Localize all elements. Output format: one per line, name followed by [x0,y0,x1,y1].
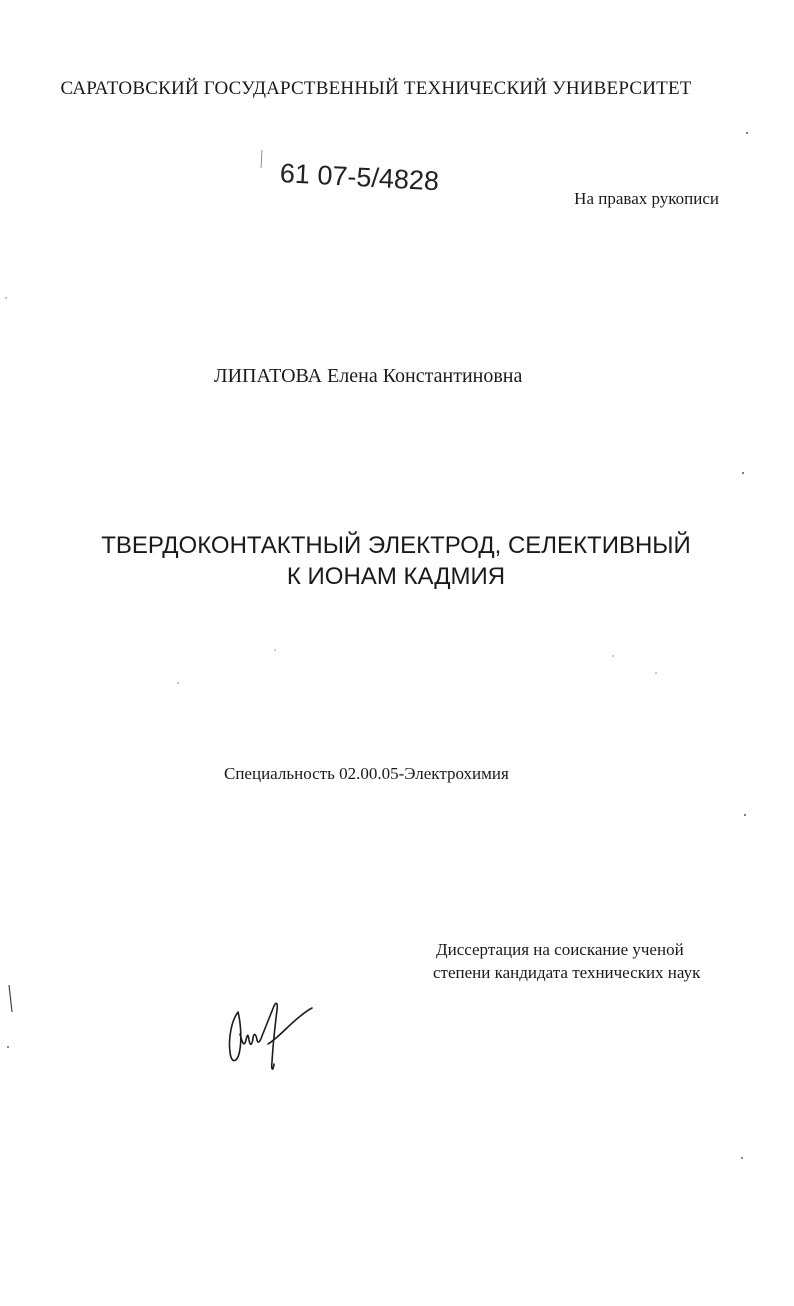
catalog-number: 61 07-5/4828 [279,158,440,197]
handwritten-signature [222,982,322,1077]
title-line-1: ТВЕРДОКОНТАКТНЫЙ ЭЛЕКТРОД, СЕЛЕКТИВНЫЙ [101,532,691,559]
degree-line-2: степени кандидата технических наук [433,963,701,982]
dissertation-title [60,530,732,592]
manuscript-rights-note: На правах рукописи [574,189,719,208]
degree-statement [433,938,701,984]
title-line-2: К ИОНАМ КАДМИЯ [286,563,506,590]
specialty: Специальность 02.00.05-Электрохимия [224,764,509,783]
university-name: САРАТОВСКИЙ ГОСУДАРСТВЕННЫЙ ТЕХНИЧЕСКИЙ УНИВЕРСИТЕТ [60,78,692,99]
author-name: ЛИПАТОВА Елена Константиновна [214,365,523,387]
degree-line-1: Диссертация на соискание ученой [436,940,684,959]
